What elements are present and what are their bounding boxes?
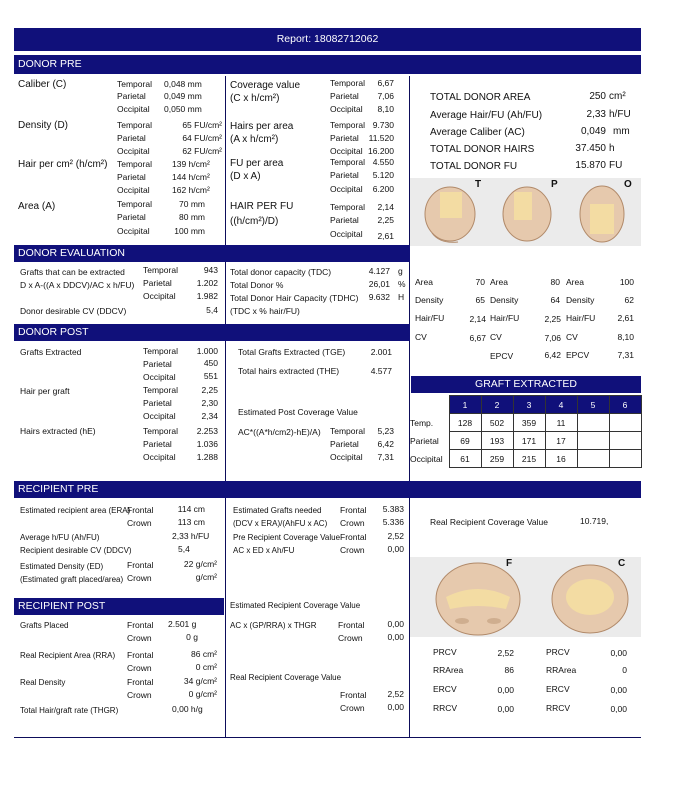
stat-cv-temporal: 6,67 [469,333,486,343]
area-temporal: 70 mm [179,199,205,209]
caliber-label: Caliber (C) [18,79,67,90]
real-density-frontal: 34 g/cm² [183,676,217,686]
grafts-placed-crown: 0 g [186,632,198,642]
coverage-occipital: 8,10 [377,104,394,114]
rdcv-value: 5,4 [178,544,190,554]
stat-label: RRArea [546,665,577,675]
table-cell: 171 [513,432,545,450]
tdhc-label: Total Donor Hair Capacity (TDHC) [230,293,359,303]
density-temporal: 65 FU/cm² [182,120,222,130]
density-label: Density (D) [18,120,69,131]
zone-temporal: Temporal [117,120,152,130]
ercv-crown: 0,00 [387,632,404,642]
hairs-extracted-occipital: 1.288 [196,452,218,462]
stat-cv-label: CV [490,332,502,342]
table-cell: 215 [513,450,545,468]
table-row [410,414,641,432]
ed-frontal: 22 g/cm² [183,559,217,569]
zone-parietal: Parietal [143,359,172,369]
rrcv-post-crown: 0,00 [387,702,404,712]
ed-label: Estimated Density (ED) [20,562,104,571]
stat-epcv-occipital: 7,31 [617,350,634,360]
hairs-per-area-occipital: 16.200 [368,146,394,156]
zone-parietal: Parietal [330,133,359,143]
ed-crown: g/cm² [195,572,217,582]
zone-temporal: Temporal [143,426,178,436]
stat-area-label: Area [490,277,508,287]
zone-frontal: Frontal [127,677,154,687]
stat-label: ERCV [433,684,457,694]
ddcv-value: 5,4 [206,305,218,315]
zone-crown: Crown [340,545,365,555]
table-cell: 193 [481,432,513,450]
head-letter-o: O [624,179,632,190]
prcv-frontal: 2,52 [387,531,404,541]
head-letter-t: T [475,179,482,190]
coverage-formula: (C x h/cm²) [230,93,280,104]
area-label: Area (A) [18,201,56,212]
zone-crown: Crown [127,573,152,583]
table-cell [609,432,641,450]
section-recipient-post: RECIPIENT POST [14,598,224,615]
real-recipient-coverage-label: Real Recipient Coverage Value [430,517,548,527]
zone-parietal: Parietal [143,398,172,408]
stat-epcv-label: EPCV [490,351,514,361]
stat-hairfu-parietal: 2,25 [544,314,561,324]
average-caliber-value: 0,049 [580,126,606,137]
zone-frontal: Frontal [340,505,367,515]
table-cell: 17 [545,432,577,450]
zone-frontal: Frontal [127,620,154,630]
ed-formula: (Estimated graft placed/area) [20,575,124,584]
graft-col-4: 4 [545,396,577,414]
real-density-crown: 0 g/cm² [188,689,217,699]
zone-parietal: Parietal [117,91,146,101]
grafts-placed-label: Grafts Placed [20,621,69,630]
prcv-crown: 0,00 [387,544,404,554]
stat-area-temporal: 70 [475,277,485,287]
grafts-extractable-occipital: 1.982 [196,291,218,301]
zone-crown: Crown [340,703,365,713]
total-donor-pct-value: 26,01 [368,279,390,289]
table-cell [577,450,609,468]
rrcv-post-label: Real Recipient Coverage Value [230,673,342,682]
zone-parietal: Parietal [330,91,359,101]
hair-per-graft-occipital: 2,34 [201,411,218,421]
zone-parietal: Parietal [143,278,172,288]
hairs-per-area-label: Hairs per area [230,121,294,132]
table-cell: 502 [481,414,513,432]
table-cell: 359 [513,414,545,432]
table-row [410,432,641,450]
stat-label: ERCV [546,684,570,694]
head-letter-p: P [551,179,558,190]
total-donor-pct-unit: % [398,279,406,289]
zone-frontal: Frontal [127,650,154,660]
average-hair-fu-unit: h/FU [609,109,631,120]
stat-crown-value: 0 [622,665,627,675]
hair-per-fu-label: HAIR PER FU [230,201,294,212]
stat-hairfu-label: Hair/FU [415,313,445,323]
tdc-unit: g [398,266,403,276]
stat-epcv-label: EPCV [566,350,590,360]
hair-per-cm2-temporal: 139 h/cm² [172,159,210,169]
zone-occipital: Occipital [330,184,363,194]
table-cell: 259 [481,450,513,468]
stat-cv-parietal: 7,06 [544,333,561,343]
total-donor-area-value: 250 [589,91,606,102]
epcv-occipital: 7,31 [377,452,394,462]
zone-occipital: Occipital [117,185,150,195]
graft-col-3: 3 [513,396,545,414]
average-hair-fu-value: 2,33 [586,109,606,120]
graft-col-2: 2 [481,396,513,414]
recipient-heads-panel [410,557,641,637]
stat-density-parietal: 64 [550,295,560,305]
table-cell: 128 [449,414,481,432]
zone-temporal: Temporal [330,202,365,212]
head-frontal-illustration [410,557,641,637]
head-letter-f: F [506,558,513,569]
tdhc-value: 9.632 [368,292,390,302]
total-donor-fu-label: TOTAL DONOR FU [430,161,518,172]
hairs-per-area-temporal: 9.730 [372,120,394,130]
zone-frontal: Frontal [340,690,367,700]
graft-extracted-table [410,395,642,468]
total-donor-area-label: TOTAL DONOR AREA [430,92,531,103]
grafts-extractable-parietal: 1.202 [196,278,218,288]
fu-per-area-parietal: 5.120 [372,170,394,180]
stat-label: PRCV [433,647,457,657]
stat-label: RRCV [546,703,571,713]
zone-parietal: Parietal [330,439,359,449]
fu-per-area-temporal: 4.550 [372,157,394,167]
rdcv-label: Recipient desirable CV (DDCV) [20,546,132,555]
stat-crown-value: 0,00 [610,704,627,714]
total-donor-fu-unit: FU [609,160,623,171]
table-row [410,450,641,468]
zone-temporal: Temporal [117,199,152,209]
hairs-extracted-parietal: 1.036 [196,439,218,449]
stat-cv-label: CV [566,332,578,342]
zone-occipital: Occipital [330,229,363,239]
total-donor-hairs-label: TOTAL DONOR HAIRS [430,144,535,155]
stat-frontal-value: 0,00 [497,685,514,695]
zone-temporal: Temporal [143,385,178,395]
zone-occipital: Occipital [117,226,150,236]
egn-formula: (DCV x ERA)/(AhFU x AC) [233,519,328,528]
egn-frontal: 5.383 [382,504,404,514]
grafts-extracted-parietal: 450 [203,358,218,368]
stat-hairfu-label: Hair/FU [490,313,520,323]
stat-epcv-parietal: 6,42 [544,350,561,360]
zone-occipital: Occipital [330,146,363,156]
density-occipital: 62 FU/cm² [182,146,222,156]
stat-hairfu-label: Hair/FU [566,313,596,323]
zone-temporal: Temporal [330,426,365,436]
zone-temporal: Temporal [143,346,178,356]
hairs-extracted-label: Hairs extracted (hE) [20,426,96,436]
area-parietal: 80 mm [179,212,205,222]
stat-label: RRCV [433,703,458,713]
hair-per-cm2-label: Hair per cm² (h/cm²) [18,159,108,170]
report-title: Report: 18082712062 [14,28,641,51]
prcv-formula: AC x ED x Ah/FU [233,546,295,555]
graft-col-5: 5 [577,396,609,414]
egn-label: Estimated Grafts needed [233,506,322,515]
stat-density-label: Density [490,295,519,305]
hairs-per-area-formula: (A x h/cm²) [230,134,279,145]
tge-value: 2.001 [370,347,392,357]
head-letter-c: C [618,558,626,569]
section-donor-post: DONOR POST [14,324,410,341]
egn-crown: 5.336 [382,517,404,527]
zone-frontal: Frontal [340,532,367,542]
graft-table-header [410,396,641,414]
zone-occipital: Occipital [330,104,363,114]
rra-crown: 0 cm² [195,662,217,672]
zone-parietal: Parietal [117,212,146,222]
prcv-label: Pre Recipient Coverage Value [233,533,341,542]
stat-cv-label: CV [415,332,427,342]
rra-frontal: 86 cm² [191,649,217,659]
zone-occipital: Occipital [330,452,363,462]
zone-crown: Crown [340,518,365,528]
fu-per-area-label: FU per area [230,158,284,169]
tge-label: Total Grafts Extracted (TGE) [238,347,346,357]
hair-per-fu-temporal: 2,14 [377,202,394,212]
thgr-label: Total Hair/graft rate (THGR) [20,706,119,715]
section-recipient-pre: RECIPIENT PRE [14,481,641,498]
stat-hairfu-occipital: 2,61 [617,313,634,323]
rra-label: Real Recipient Area (RRA) [20,651,116,660]
zone-temporal: Temporal [330,78,365,88]
ahfu-label: Average h/FU (Ah/FU) [20,533,100,542]
graft-col-1: 1 [449,396,481,414]
table-cell [609,450,641,468]
hair-per-fu-formula: ((h/cm²)/D) [230,216,279,227]
rrcv-post-frontal: 2,52 [387,689,404,699]
tdc-value: 4.127 [368,266,390,276]
grafts-extractable-formula: D x A-((A x DDCV)/AC x h/FU) [20,280,135,290]
section-graft-extracted: GRAFT EXTRACTED [411,376,641,393]
epcv-label: Estimated Post Coverage Value [238,407,358,417]
caliber-parietal: 0,049 mm [164,91,202,101]
stat-label: PRCV [546,647,570,657]
zone-crown: Crown [127,690,152,700]
zone-occipital: Occipital [117,104,150,114]
grafts-extracted-label: Grafts Extracted [20,347,82,357]
zone-occipital: Occipital [143,291,176,301]
ercv-formula: AC x (GP/RRA) x THGR [230,621,317,630]
table-cell [609,414,641,432]
stat-frontal-value: 86 [504,665,514,675]
hair-per-fu-parietal: 2,25 [377,215,394,225]
head-temporal-illustration [410,178,641,246]
stat-area-occipital: 100 [619,277,634,287]
ercv-label: Estimated Recipient Coverage Value [230,601,361,610]
grafts-placed-frontal: 2.501 g [168,619,197,629]
epcv-formula: AC*((A*h/cm2)-hE)/A) [238,427,321,437]
zone-occipital: Occipital [143,372,176,382]
area-occipital: 100 mm [174,226,205,236]
grafts-extractable-temporal: 943 [203,265,218,275]
stat-hairfu-temporal: 2,14 [469,314,486,324]
coverage-parietal: 7,06 [377,91,394,101]
stat-area-label: Area [566,277,584,287]
epcv-temporal: 5,23 [377,426,394,436]
era-label: Estimated recipient area (ERA) [20,506,131,515]
zone-parietal: Parietal [117,133,146,143]
row-label: Temp. [410,417,434,428]
era-frontal: 114 cm [177,504,205,514]
total-donor-area-unit: cm² [609,91,626,102]
total-donor-fu-value: 15.870 [575,160,606,171]
coverage-label: Coverage value [230,80,301,91]
zone-temporal: Temporal [117,159,152,169]
average-caliber-label: Average Caliber (AC) [430,127,525,138]
hairs-extracted-temporal: 2.253 [196,426,218,436]
stat-crown-value: 0,00 [610,685,627,695]
average-caliber-unit: mm [613,126,630,137]
grafts-extractable-label: Grafts that can be extracted [20,267,125,277]
stat-cv-occipital: 8,10 [617,332,634,342]
caliber-occipital: 0,050 mm [164,104,202,114]
ahfu-value: 2,33 h/FU [172,531,210,541]
zone-temporal: Temporal [143,265,178,275]
density-parietal: 64 FU/cm² [182,133,222,143]
the-label: Total hairs extracted (THE) [238,366,340,376]
hair-per-graft-parietal: 2,30 [201,398,218,408]
tdhc-unit: H [398,292,405,302]
caliber-temporal: 0,048 mm [164,79,202,89]
stat-area-label: Area [415,277,433,287]
grafts-extracted-occipital: 551 [203,371,218,381]
table-cell: 16 [545,450,577,468]
stat-crown-value: 0,00 [610,648,627,658]
epcv-parietal: 6,42 [377,439,394,449]
graft-col-6: 6 [609,396,641,414]
total-donor-hairs-value: 37.450 [575,143,606,154]
donor-heads-panel [410,178,641,246]
zone-occipital: Occipital [143,452,176,462]
zone-crown: Crown [127,663,152,673]
coverage-temporal: 6,67 [377,78,394,88]
thgr-value: 0,00 h/g [172,704,203,714]
zone-occipital: Occipital [117,146,150,156]
hair-per-graft-temporal: 2,25 [201,385,218,395]
stat-frontal-value: 2,52 [497,648,514,658]
hair-per-cm2-parietal: 144 h/cm² [172,172,210,182]
zone-occipital: Occipital [143,411,176,421]
zone-temporal: Temporal [117,79,152,89]
zone-crown: Crown [338,633,363,643]
zone-crown: Crown [127,633,152,643]
ddcv-label: Donor desirable CV (DDCV) [20,306,127,316]
grafts-extracted-temporal: 1.000 [196,346,218,356]
zone-temporal: Temporal [330,120,365,130]
real-recipient-coverage-value: 10.719, [580,516,609,526]
fu-per-area-occipital: 6.200 [372,184,394,194]
tdc-label: Total donor capacity (TDC) [230,267,332,277]
zone-parietal: Parietal [143,439,172,449]
zone-parietal: Parietal [330,215,359,225]
stat-label: RRArea [433,665,464,675]
average-hair-fu-label: Average Hair/FU (Ah/FU) [430,110,543,121]
zone-crown: Crown [127,518,152,528]
hairs-per-area-parietal: 11.520 [368,133,394,143]
table-cell: 11 [545,414,577,432]
divider-bottom [14,737,641,738]
fu-per-area-formula: (D x A) [230,171,261,182]
zone-frontal: Frontal [127,560,154,570]
hair-per-cm2-occipital: 162 h/cm² [172,185,210,195]
zone-parietal: Parietal [117,172,146,182]
zone-temporal: Temporal [330,157,365,167]
stat-density-temporal: 65 [475,295,485,305]
stat-area-parietal: 80 [550,277,560,287]
section-donor-evaluation: DONOR EVALUATION [14,245,410,262]
stat-density-occipital: 62 [624,295,634,305]
row-label: Parietal [410,435,439,446]
row-label: Occipital [410,453,443,464]
zone-parietal: Parietal [330,170,359,180]
zone-frontal: Frontal [127,505,154,515]
hair-per-fu-occipital: 2,61 [377,231,394,241]
hair-per-graft-label: Hair per graft [20,386,70,396]
stat-density-label: Density [566,295,595,305]
total-donor-pct-label: Total Donor % [230,280,284,290]
table-cell [577,432,609,450]
total-donor-hairs-unit: h [609,143,615,154]
table-cell: 69 [449,432,481,450]
zone-frontal: Frontal [338,620,365,630]
section-donor-pre: DONOR PRE [14,55,641,74]
table-cell [577,414,609,432]
tdhc-formula: (TDC x % hair/FU) [230,306,300,316]
stat-frontal-value: 0,00 [497,704,514,714]
divider-left [225,76,226,738]
table-cell: 61 [449,450,481,468]
stat-density-label: Density [415,295,444,305]
real-density-label: Real Density [20,678,66,687]
era-crown: 113 cm [177,517,205,527]
the-value: 4.577 [370,366,392,376]
ercv-frontal: 0,00 [387,619,404,629]
